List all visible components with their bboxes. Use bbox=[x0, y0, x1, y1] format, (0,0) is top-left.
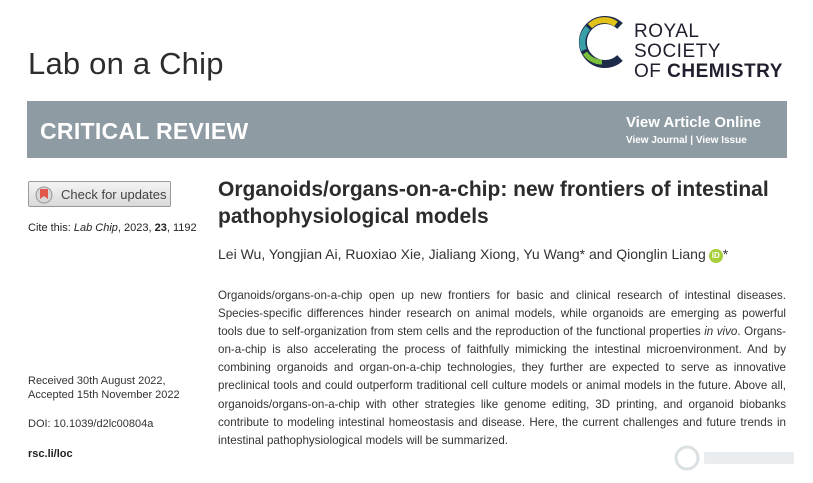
publisher-line1: ROYAL SOCIETY bbox=[634, 21, 721, 62]
cite-page: , 1192 bbox=[166, 222, 197, 234]
accepted-date: Accepted 15th November 2022 bbox=[28, 389, 180, 401]
dates bbox=[28, 374, 180, 402]
watermark-icon bbox=[672, 443, 802, 473]
author-asterisk: * bbox=[722, 246, 729, 262]
abstract-part1: Organoids/organs-on-a-chip open up new frontiers for basic and clinical research of intestinal diseases. Species-specific differences hinder research on animal models, while organoids are emerging as powerful tools due to self-organization from stem cells and the reproduction of the functional properties bbox=[218, 289, 786, 339]
rsc-logo bbox=[576, 16, 791, 82]
view-article-online-link[interactable]: View Article Online bbox=[625, 114, 761, 131]
abstract-part2: . Organs-on-a-chip is also accelerating the process of faithfully mimicking the intestinal microenvironment. And by combining organoids and organ-on-a-chip technologies, they further are expected to serve as innovative preclinical tools and could outperform traditional cell culture models or animal models in the future. Above all, organoids/organs-on-a-chip with other strategies like genome editing, 3D printing, and organoid biobanks contribute to modeling intestinal homeostasis and disease. Here, the current challenges and future trends in intestinal pathophysiological models will be summarized. bbox=[218, 325, 786, 447]
journal-url[interactable]: rsc.li/loc bbox=[28, 448, 73, 460]
section-label: CRITICAL REVIEW bbox=[40, 118, 249, 144]
authors-text: Lei Wu, Yongjian Ai, Ruoxiao Xie, Jialiang Xiong, Yu Wang* and Qionglin Liang bbox=[218, 246, 706, 262]
article-title: Organoids/organs-on-a-chip: new frontiers of intestinal pathophysiological models bbox=[218, 178, 769, 228]
check-for-updates-button[interactable] bbox=[28, 181, 171, 207]
rsc-logo-icon bbox=[576, 16, 628, 68]
view-issue-link[interactable]: View Issue bbox=[695, 135, 747, 146]
abstract bbox=[218, 287, 786, 450]
citation bbox=[28, 222, 197, 234]
abstract-italic: in vivo bbox=[704, 325, 738, 339]
author-list bbox=[218, 246, 728, 263]
section-banner bbox=[27, 101, 787, 158]
cite-volume: 23 bbox=[154, 222, 167, 234]
view-journal-link[interactable]: View Journal bbox=[625, 135, 688, 146]
received-date: Received 30th August 2022, bbox=[28, 375, 166, 387]
publisher-line2-bold: CHEMISTRY bbox=[667, 61, 783, 82]
crossmark-icon bbox=[35, 186, 53, 204]
cite-journal: Lab Chip bbox=[73, 222, 118, 234]
link-separator: | bbox=[687, 135, 696, 146]
banner-links bbox=[626, 114, 761, 146]
check-for-updates-label: Check for updates bbox=[61, 187, 167, 202]
doi[interactable]: DOI: 10.1039/d2lc00804a bbox=[28, 418, 154, 430]
cite-prefix: Cite this: bbox=[28, 222, 74, 234]
publisher-line2-prefix: OF bbox=[634, 61, 668, 82]
cite-year: , 2023, bbox=[117, 222, 155, 234]
journal-title: Lab on a Chip bbox=[28, 46, 224, 81]
orcid-icon[interactable]: iD bbox=[709, 249, 723, 263]
